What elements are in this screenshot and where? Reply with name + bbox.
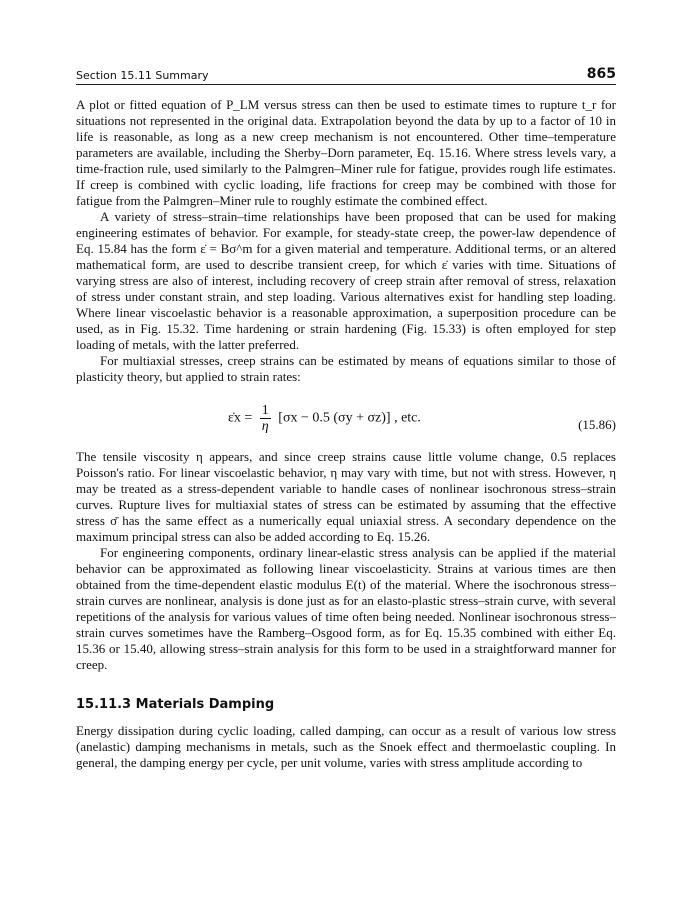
paragraph-4: The tensile viscosity η appears, and since creep strains cause little volume change, 0.5 replaces Poisson's ratio. For linear viscoelastic behavior, η may vary with time, but not with stress. However, η may be treated as a stress-dependent variable to handle cases of nonlinear isochronous stress–strain curves. Rupture lives for multiaxial states of stress can be estimated by assuming that the effective stress σ̄ has the same effect as a numerically equal uniaxial stress. A secondary dependence on the maximum principal stress can also be added according to Eq. 15.26. — [76, 449, 616, 544]
paragraph-2: A variety of stress–strain–time relationships have been proposed that can be used for making engineering estimates of behavior. For example, for steady-state creep, the power-law dependence of Eq. 15.84 has the form ε̇ = Bσ^m for a given material and temperature. Additional terms, or an altered mathematical form, are used to describe transient creep, for which ε̇ varies with time. Situations of varying stress are also of interest, including recovery of creep strain after removal of stress, relaxation of stress under constant strain, and step loading. Various alternatives exist for handling step loading. Where linear viscoelastic behavior is a reasonable approximation, a superposition procedure can be used, as in Fig. 15.32. Time hardening or strain hardening (Fig. 15.33) is often employed for step loading of metals, with the latter preferred. — [76, 209, 616, 352]
body-text — [76, 97, 616, 771]
paragraph-5: For engineering components, ordinary linear-elastic stress analysis can be applied if the material behavior can be approximated as following linear viscoelasticity. Strains at various times are then obtained from the time-dependent elastic modulus E(t) of the material. Where the isochronous stress–strain curves are nonlinear, analysis is done just as for an elasto-plastic stress–strain curve, with several repetitions of the analysis for various values of time often being needed. Nonlinear isochronous stress–strain curves sometimes have the Ramberg–Osgood form, as for Eq. 15.35 combined with either Eq. 15.36 or 15.40, allowing stress–strain analysis for this form to be used in a straightforward manner for creep. — [76, 545, 616, 672]
section-title: Section 15.11 Summary — [76, 69, 209, 82]
running-header — [76, 67, 616, 85]
page-number: 865 — [586, 66, 616, 82]
equation-expression — [228, 403, 421, 434]
equation-lhs: ε̇x = — [228, 410, 253, 426]
equation-fraction — [260, 403, 271, 434]
equation-15-86 — [76, 397, 616, 445]
equation-rhs: [σx − 0.5 (σy + σz)] , etc. — [278, 410, 421, 426]
paragraph-3: For multiaxial stresses, creep strains can be estimated by means of equations similar to those of plasticity theory, but applied to strain rates: — [76, 353, 616, 384]
equation-number: (15.86) — [578, 417, 616, 432]
header-rule — [76, 84, 616, 85]
paragraph-1: A plot or fitted equation of P_LM versus stress can then be used to estimate times to rupture t_r for situations not represented in the original data. Extrapolation beyond the data by up to a factor of 10 in life is reasonable, as long as a new creep mechanism is not encountered. Other time–temperature parameters are available, including the Sherby–Dorn parameter, Eq. 15.16. Where stress levels vary, a time-fraction rule, used similarly to the Palmgren–Miner rule for fatigue, provides rough life estimates. If creep is combined with cyclic loading, life fractions for creep may be combined with those for fatigue from the Palmgren–Miner rule to roughly estimate the combined effect. — [76, 97, 616, 208]
paragraph-6: Energy dissipation during cyclic loading, called damping, can occur as a result of various low stress (anelastic) damping mechanisms in metals, such as the Snoek effect and thermoelastic coupling. In general, the damping energy per cycle, per unit volume, varies with stress amplitude according to — [76, 723, 616, 770]
subsection-heading: 15.11.3 Materials Damping — [76, 697, 275, 712]
equation-denominator: η — [261, 419, 269, 434]
equation-numerator: 1 — [261, 403, 269, 418]
